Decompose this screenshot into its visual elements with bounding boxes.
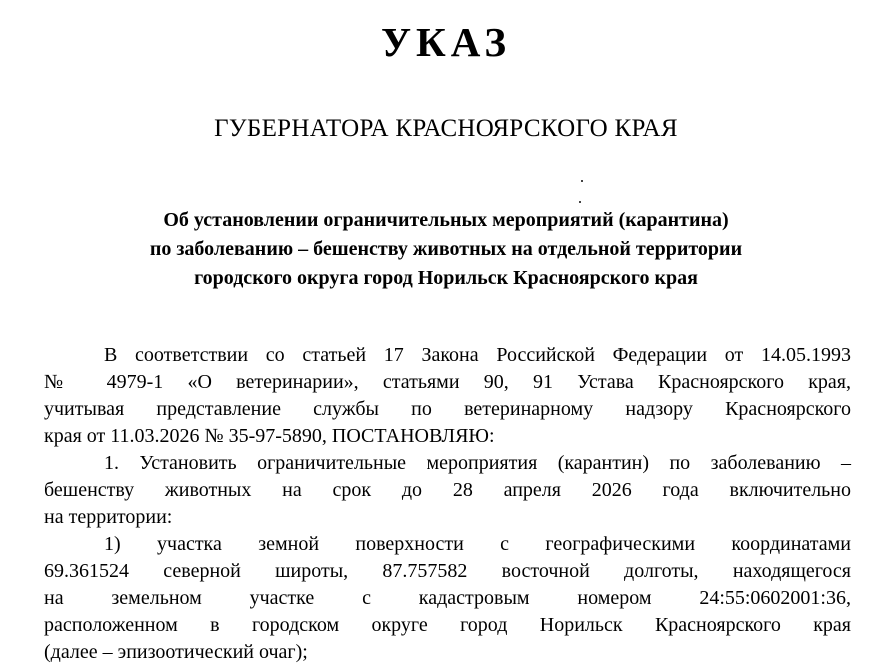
body-line: (далее – эпизоотический очаг); [44,641,308,663]
body-line: 1. Установить ограничительные мероприятия (карантин) по заболеванию – [104,452,851,474]
body-line: расположенном в городском округе город Норильск Красноярского края [44,614,851,636]
document-title: УКАЗ [380,19,512,65]
body-line: края от 11.03.2026 № 35-97-5890, ПОСТАНОВЛЯЮ: [44,425,495,447]
body-line: учитывая представление службы по ветеринарному надзору Красноярского [44,398,851,420]
scan-speck [581,180,583,182]
body-line: В соответствии со статьей 17 Закона Российской Федерации от 14.05.1993 [104,344,851,366]
document-body [44,342,851,666]
body-line: 69.361524 северной широты, 87.757582 восточной долготы, находящегося [44,560,851,582]
heading-line: по заболеванию – бешенству животных на отдельной территории [149,238,743,260]
body-line: 1) участка земной поверхности с географическими координатами [104,533,851,555]
body-line: на земельном участке с кадастровым номером 24:55:0602001:36, [44,587,851,609]
body-line: бешенству животных на срок до 28 апреля 2026 года включительно [44,479,851,501]
heading-line: городского округа город Норильск Красноярского края [194,267,698,289]
document-subtitle: ГУБЕРНАТОРА КРАСНОЯРСКОГО КРАЯ [214,115,678,142]
scan-speck [579,201,581,203]
heading-line: Об установлении ограничительных мероприятий (карантина) [163,209,729,231]
body-line: № 4979-1 «О ветеринарии», статьями 90, 91 Устава Красноярского края, [44,371,851,393]
body-line: на территории: [44,506,173,528]
document-heading [0,206,892,293]
